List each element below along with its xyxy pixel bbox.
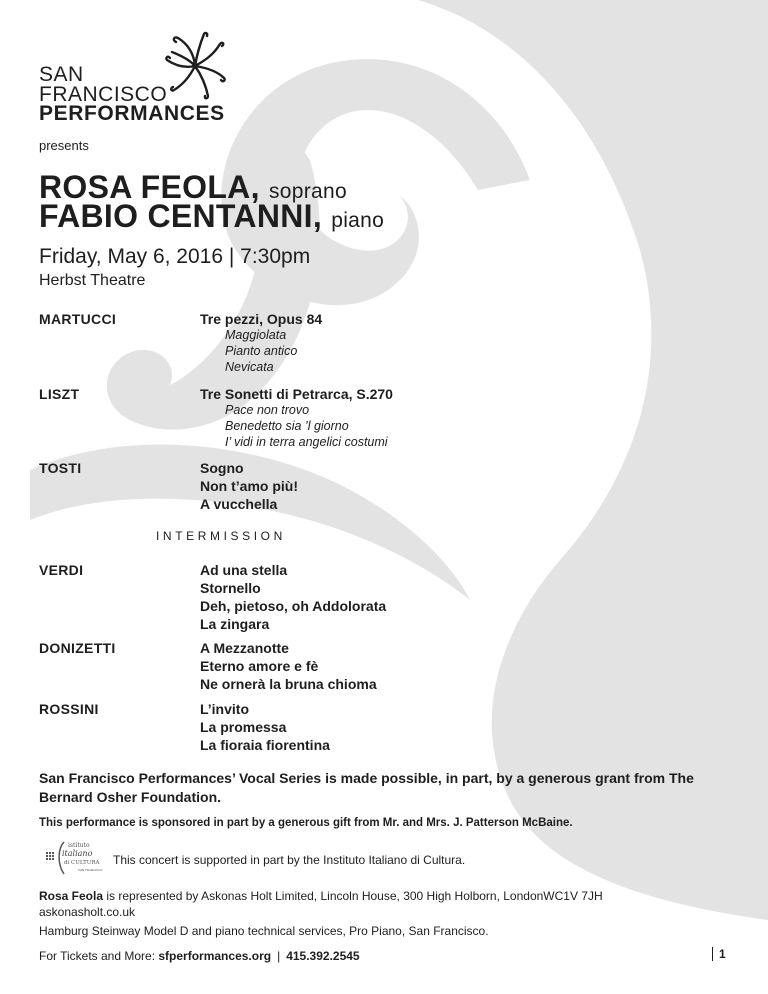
movement: I’ vidi in terra angelici costumi xyxy=(225,435,388,449)
performer-role: piano xyxy=(331,209,385,232)
work-title: Tre pezzi, Opus 84 xyxy=(200,311,323,327)
work-title: La zingara xyxy=(200,616,270,632)
intermission-label: INTERMISSION xyxy=(156,529,286,543)
work-title: La promessa xyxy=(200,719,287,735)
work-title: L’invito xyxy=(200,701,249,717)
movements-martucci xyxy=(225,327,297,375)
performer-name: ROSA FEOLA, xyxy=(39,169,260,205)
composer-tosti: TOSTI xyxy=(39,460,82,476)
works-rossini xyxy=(200,700,330,754)
movement: Pianto antico xyxy=(225,344,298,358)
logo-line-performances: PERFORMANCES xyxy=(39,102,225,125)
composer-verdi: VERDI xyxy=(39,562,84,578)
movement: Benedetto sia ’l giorno xyxy=(225,419,349,433)
work-title: Non t’amo più! xyxy=(200,478,298,494)
work-title: Deh, pietoso, oh Addolorata xyxy=(200,598,387,614)
works-donizetti xyxy=(200,639,377,693)
work-title: Ne ornerà la bruna chioma xyxy=(200,676,377,692)
work-liszt xyxy=(200,385,393,403)
page-number: 1 xyxy=(712,947,726,961)
composer-liszt: LISZT xyxy=(39,386,80,402)
presents-text: presents xyxy=(39,138,89,153)
iic-logo-text: istituto xyxy=(68,842,90,849)
grant-statement: San Francisco Performances’ Vocal Series is made possible, in part, by a generous grant from The Bernard Osher Foundation. xyxy=(39,770,694,805)
iic-support-text: This concert is supported in part by the Instituto Italiano di Cultura. xyxy=(113,853,466,867)
movements-liszt xyxy=(225,402,388,450)
works-verdi xyxy=(200,561,386,633)
footer-label: For Tickets and More: xyxy=(39,949,159,963)
work-title: Sogno xyxy=(200,460,244,476)
sponsor-statement: This performance is sponsored in part by a generous gift from Mr. and Mrs. J. Patterson McBaine. xyxy=(39,817,573,829)
sfp-logo xyxy=(39,30,229,125)
footer xyxy=(39,949,360,963)
work-title: La fioraia fiorentina xyxy=(200,737,330,753)
iic-logo-text: italiano xyxy=(62,849,93,858)
movement: Nevicata xyxy=(225,360,274,374)
movement: Pace non trovo xyxy=(225,403,310,417)
iic-logo-text: SAN FRANCISCO xyxy=(78,868,103,872)
works-tosti xyxy=(200,459,298,513)
work-martucci xyxy=(200,310,322,328)
composer-donizetti: DONIZETTI xyxy=(39,640,116,656)
work-title: A vucchella xyxy=(200,496,278,512)
work-title: Stornello xyxy=(200,580,261,596)
performer-role: soprano xyxy=(269,180,347,203)
representation-text: is represented by Askonas Holt Limited, Lincoln House, 300 High Holborn, LondonWC1V 7JH xyxy=(103,889,603,903)
logo-line-san: SAN xyxy=(39,63,84,86)
work-title: Tre Sonetti di Petrarca, S.270 xyxy=(200,386,393,402)
representation-url: askonasholt.co.uk xyxy=(39,905,136,919)
logo-line-francisco: FRANCISCO xyxy=(39,83,168,106)
star-burst-icon xyxy=(164,30,226,100)
concert-date: Friday, May 6, 2016 | 7:30pm xyxy=(39,245,311,268)
composer-rossini: ROSSINI xyxy=(39,701,99,717)
footer-website: sfperformances.org xyxy=(158,949,272,963)
representation-note xyxy=(39,888,603,920)
work-title: A Mezzanotte xyxy=(200,640,289,656)
composer-martucci: MARTUCCI xyxy=(39,311,117,327)
iic-logo-text: di CULTURA xyxy=(64,860,100,866)
footer-separator: | xyxy=(277,949,281,963)
footer-phone: 415.392.2545 xyxy=(286,949,360,963)
artist-name: Rosa Feola xyxy=(39,889,104,903)
work-title: Eterno amore e fè xyxy=(200,658,319,674)
venue: Herbst Theatre xyxy=(39,272,146,289)
performer-fabio-centanni xyxy=(39,200,384,237)
work-title: Ad una stella xyxy=(200,562,288,578)
movement: Maggiolata xyxy=(225,328,287,342)
istituto-italiano-logo xyxy=(44,838,106,876)
performer-name: FABIO CENTANNI, xyxy=(39,198,323,234)
piano-credit: Hamburg Steinway Model D and piano technical services, Pro Piano, San Francisco. xyxy=(39,924,489,938)
